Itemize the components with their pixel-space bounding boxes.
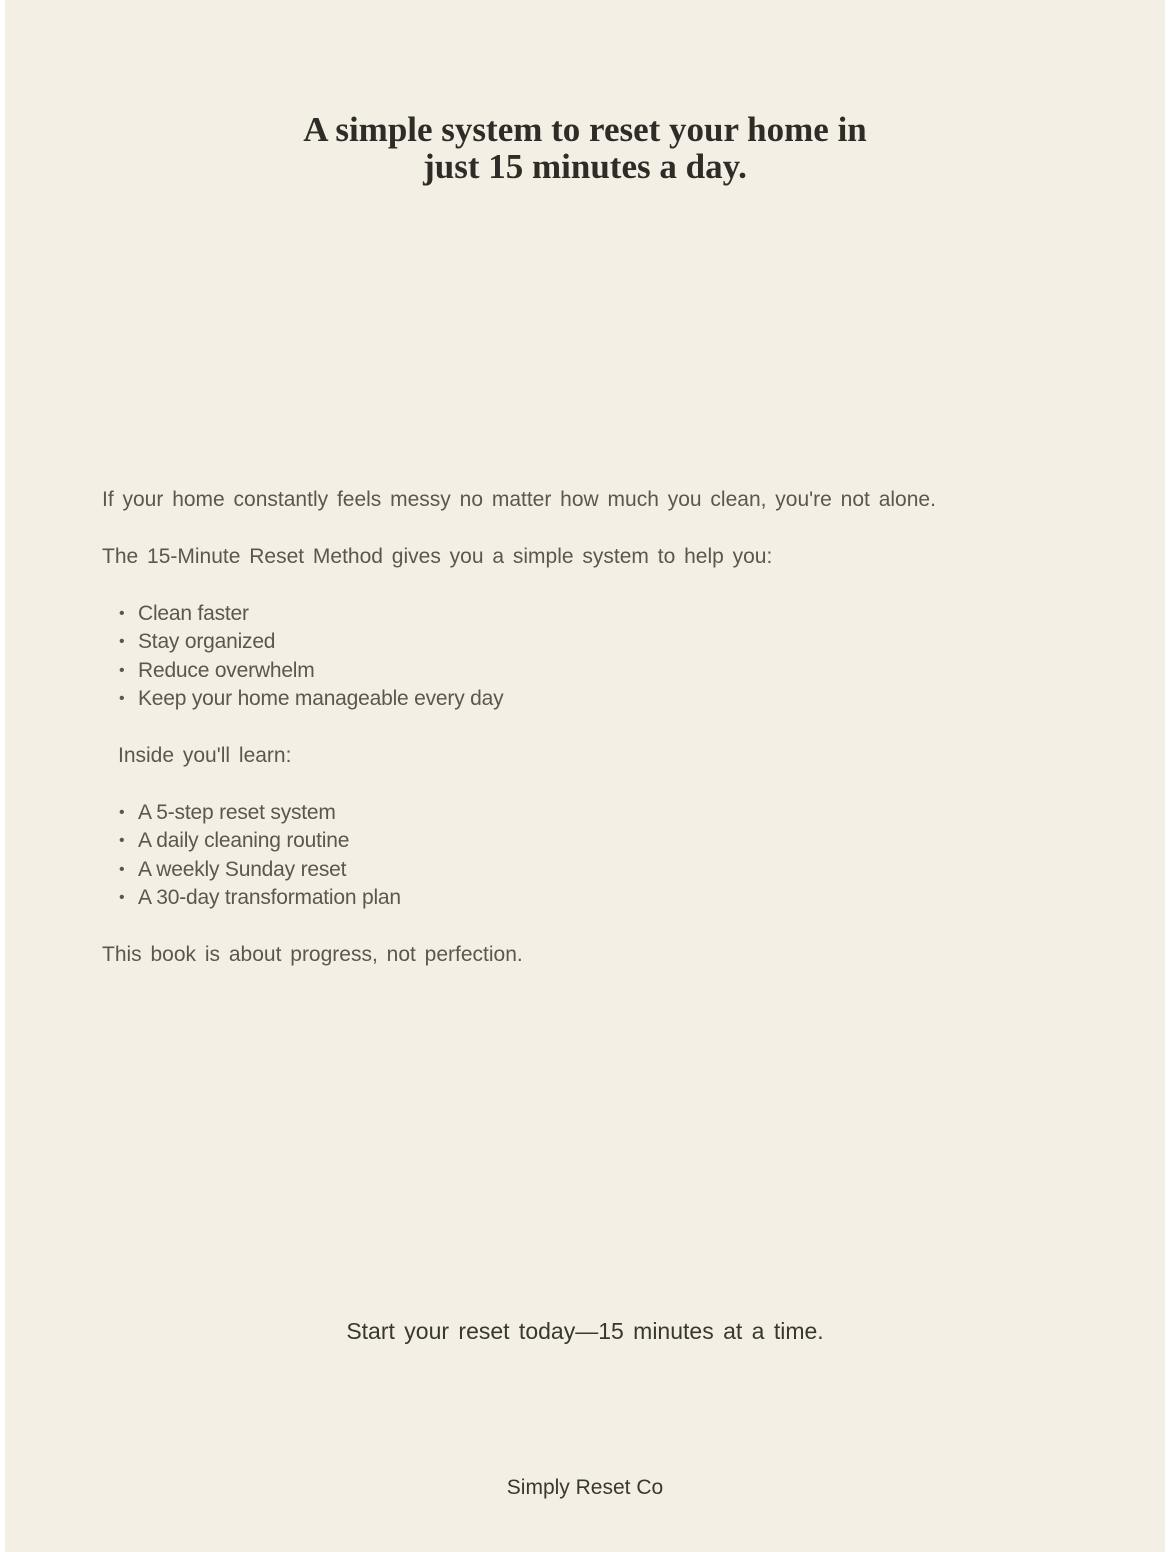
headline-line-1: A simple system to reset your home in xyxy=(303,110,867,149)
body-text xyxy=(102,486,1082,969)
learn-lead: Inside you'll learn: xyxy=(118,744,292,768)
summary-paragraph: This book is about progress, not perfection. xyxy=(102,943,523,967)
list-item-text: A weekly Sunday reset xyxy=(138,857,347,881)
intro-paragraph: If your home constantly feels messy no matter how much you clean, you're not alone. xyxy=(102,488,936,511)
list-item xyxy=(102,884,1082,912)
bullet-icon: • xyxy=(119,661,125,679)
list-item xyxy=(102,657,1082,685)
list-item xyxy=(102,600,1082,628)
bullet-icon: • xyxy=(119,832,125,850)
learn-list xyxy=(102,799,1082,912)
headline-line-2: just 15 minutes a day. xyxy=(423,147,747,186)
headline xyxy=(0,111,1170,185)
bullet-icon: • xyxy=(119,605,125,622)
list-item xyxy=(102,856,1082,884)
list-item-text: Keep your home manageable every day xyxy=(138,686,504,710)
list-item xyxy=(102,827,1082,855)
closing-tagline: Start your reset today—15 minutes at a time. xyxy=(346,1318,824,1344)
list-item xyxy=(102,685,1082,713)
list-item-text: Clean faster xyxy=(138,602,249,625)
bullet-icon: • xyxy=(119,889,125,907)
brand-name: Simply Reset Co xyxy=(506,1476,664,1499)
bullet-icon: • xyxy=(119,804,125,822)
list-item-text: A daily cleaning routine xyxy=(138,829,350,853)
list-item xyxy=(102,628,1082,656)
bullet-icon: • xyxy=(119,633,125,651)
list-item-text: A 30-day transformation plan xyxy=(138,886,401,910)
benefits-lead: The 15-Minute Reset Method gives you a simple system to help you: xyxy=(102,545,773,568)
benefits-list xyxy=(102,600,1082,713)
list-item-text: Reduce overwhelm xyxy=(138,658,315,682)
bullet-icon: • xyxy=(119,860,125,878)
list-item-text: A 5-step reset system xyxy=(138,801,336,825)
bullet-icon: • xyxy=(119,689,125,707)
list-item xyxy=(102,799,1082,827)
list-item-text: Stay organized xyxy=(138,630,276,654)
